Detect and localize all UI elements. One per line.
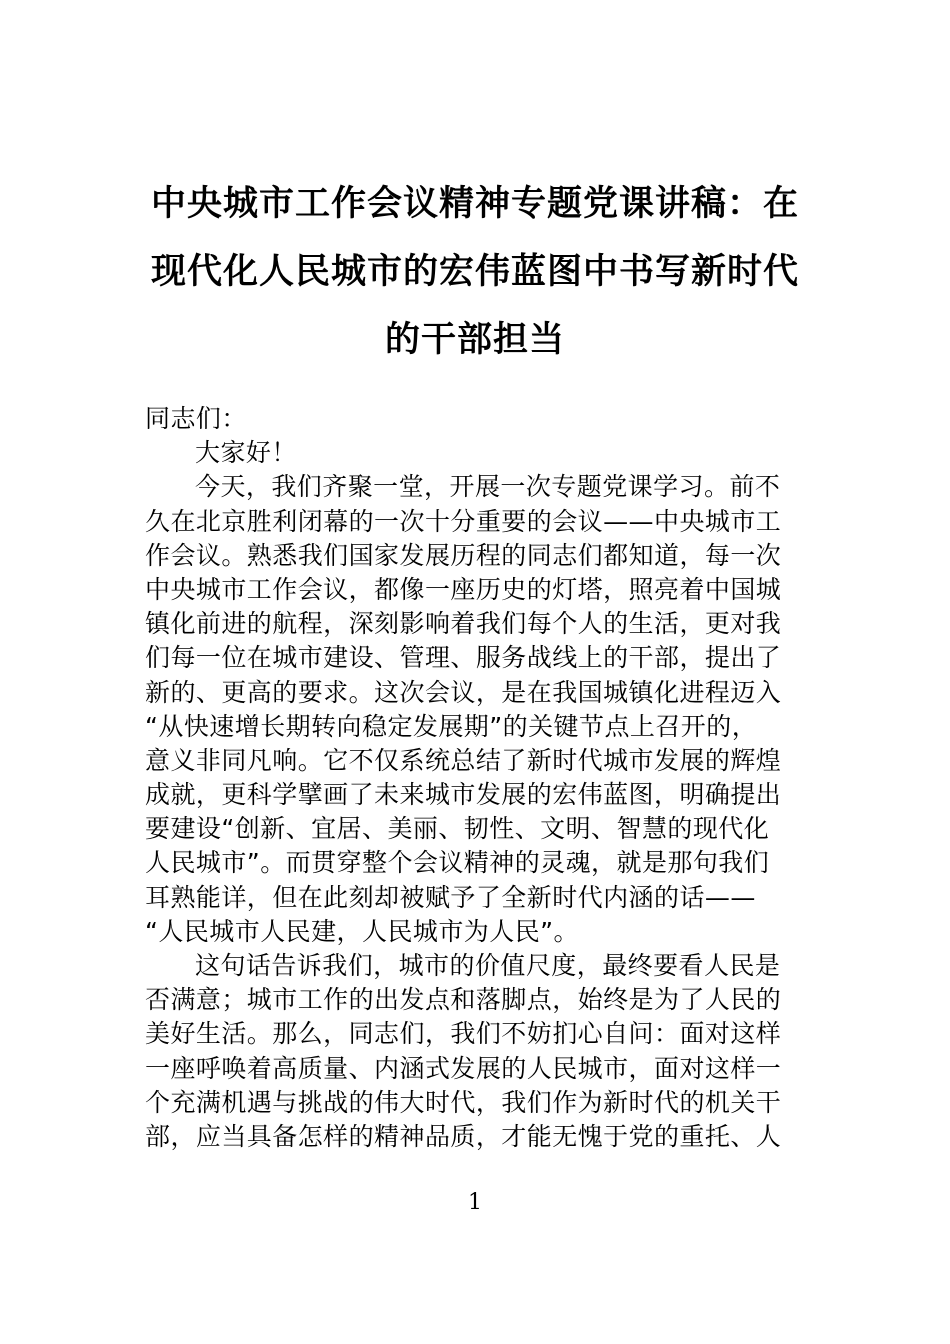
body-line: 人民城市”。而贯穿整个会议精神的灵魂，就是那句我们 — [145, 848, 770, 878]
body-line: 这句话告诉我们，城市的价值尺度，最终要看人民是 — [195, 951, 781, 980]
body-line: 中央城市工作会议，都像一座历史的灯塔，照亮着中国城 — [145, 574, 782, 604]
document-body — [145, 402, 810, 1154]
body-line: 作会议。熟悉我们国家发展历程的同志们都知道，每一次 — [145, 540, 782, 570]
page-number: 1 — [468, 1190, 482, 1215]
body-line: 们每一位在城市建设、管理、服务战线上的干部，提出了 — [145, 643, 782, 673]
body-line: 意义非同凡响。它不仅系统总结了新时代城市发展的辉煌 — [145, 745, 782, 775]
body-line: 成就，更科学擘画了未来城市发展的宏伟蓝图，明确提出 — [145, 780, 782, 810]
body-line: “从快速增长期转向稳定发展期”的关键节点上召开的， — [145, 711, 758, 741]
body-line: “人民城市人民建，人民城市为人民”。 — [145, 916, 580, 946]
salutation: 同志们： — [145, 404, 247, 433]
body-line: 美好生活。那么，同志们，我们不妨扪心自问：面对这样 — [145, 1019, 782, 1049]
document-title — [140, 170, 810, 374]
body-line: 个充满机遇与挑战的伟大时代，我们作为新时代的机关干 — [145, 1087, 782, 1117]
title-line-3: 的干部担当 — [384, 320, 565, 360]
body-line: 久在北京胜利闭幕的一次十分重要的会议——中央城市工 — [145, 506, 782, 536]
body-line: 否满意；城市工作的出发点和落脚点，始终是为了人民的 — [145, 985, 782, 1015]
body-line: 要建设“创新、宜居、美丽、韧性、文明、智慧的现代化 — [145, 814, 770, 844]
body-line: 耳熟能详，但在此刻却被赋予了全新时代内涵的话—— — [145, 882, 756, 912]
greeting: 大家好！ — [195, 438, 297, 468]
body-line: 新的、更高的要求。这次会议，是在我国城镇化进程迈入 — [145, 677, 782, 707]
body-line: 镇化前进的航程，深刻影响着我们每个人的生活，更对我 — [145, 609, 782, 639]
title-line-1: 中央城市工作会议精神专题党课讲稿：在 — [150, 184, 799, 224]
body-line: 今天，我们齐聚一堂，开展一次专题党课学习。前不 — [195, 472, 781, 502]
title-line-2: 现代化人民城市的宏伟蓝图中书写新时代 — [150, 252, 799, 292]
body-line: 部，应当具备怎样的精神品质，才能无愧于党的重托、人 — [145, 1121, 782, 1151]
body-line: 一座呼唤着高质量、内涵式发展的人民城市，面对这样一 — [145, 1053, 782, 1083]
